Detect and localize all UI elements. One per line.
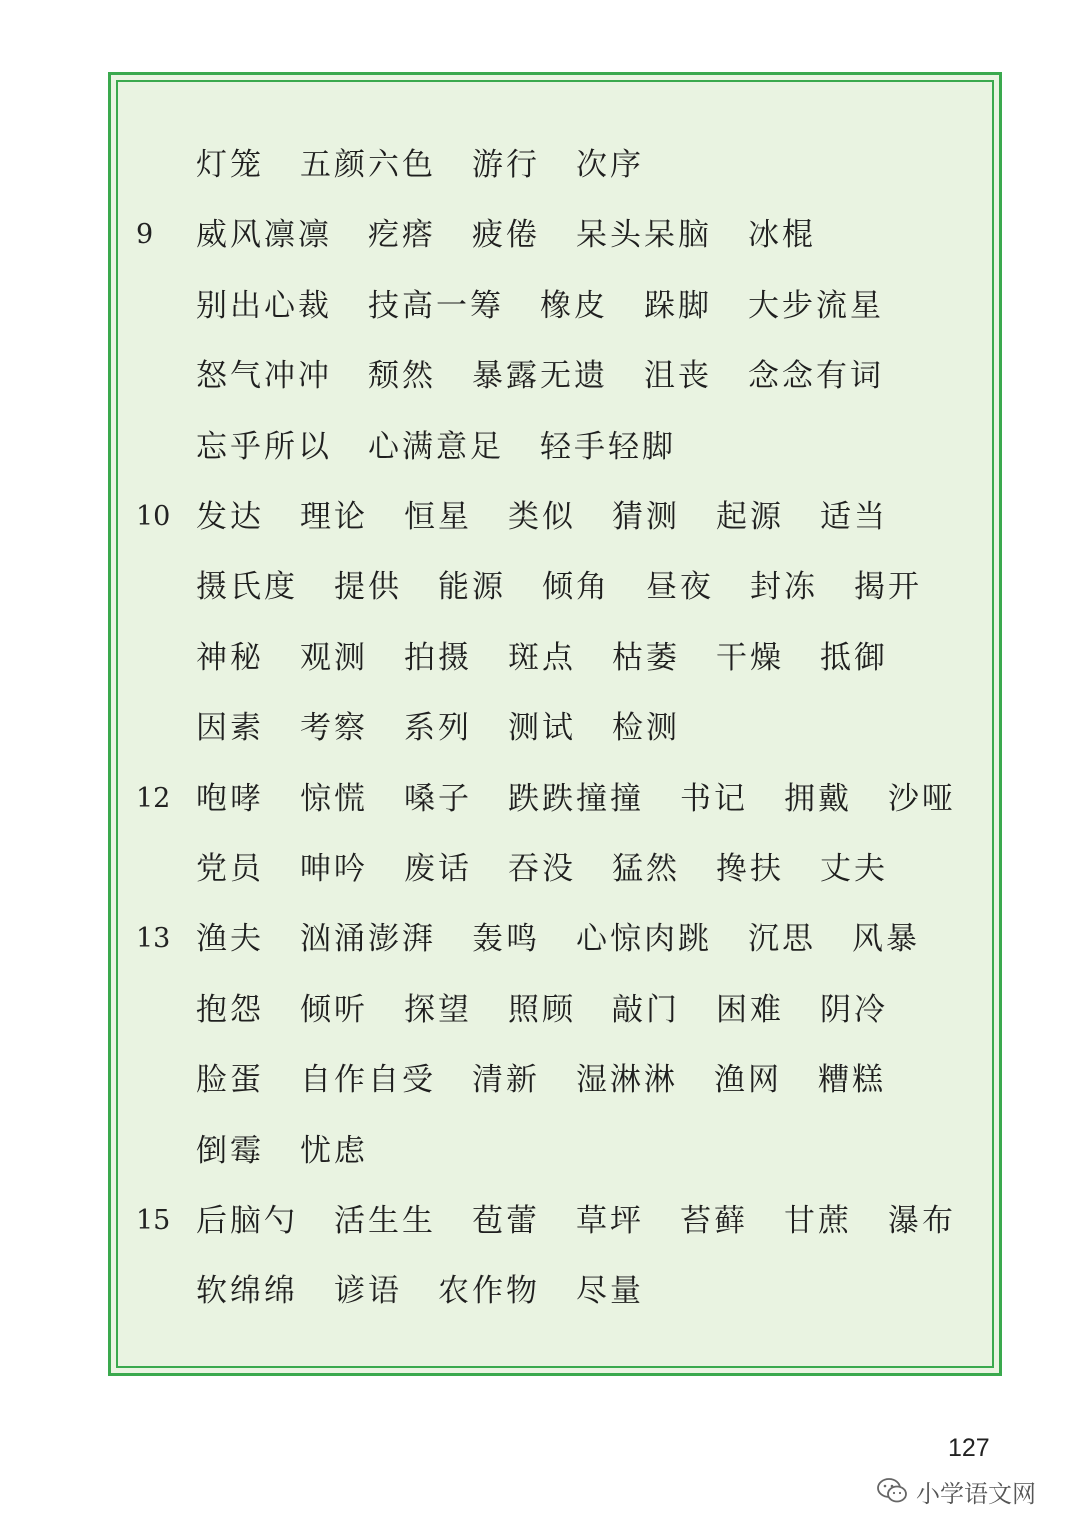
vocabulary-word: 因素 <box>196 710 264 746</box>
vocabulary-word: 适当 <box>820 499 888 535</box>
vocabulary-word: 后脑勺 <box>196 1203 298 1239</box>
vocabulary-row <box>196 986 924 1034</box>
lesson-number: 15 <box>136 1205 171 1236</box>
vocabulary-word: 威风凛凛 <box>196 217 332 253</box>
vocabulary-word: 心惊肉跳 <box>576 921 712 957</box>
vocabulary-word: 沉思 <box>748 921 816 957</box>
vocabulary-word: 技高一筹 <box>368 288 504 324</box>
vocabulary-word: 轻手轻脚 <box>540 429 676 465</box>
vocabulary-word: 草坪 <box>576 1203 644 1239</box>
vocabulary-word: 渔夫 <box>196 921 264 957</box>
vocabulary-row <box>196 1197 992 1245</box>
vocabulary-word: 考察 <box>300 710 368 746</box>
vocabulary-word: 抱怨 <box>196 992 264 1028</box>
vocabulary-word: 疙瘩 <box>368 217 436 253</box>
vocabulary-word: 拍摄 <box>404 640 472 676</box>
vocabulary-word: 脸蛋 <box>196 1062 264 1098</box>
vocabulary-word: 念念有词 <box>748 358 884 394</box>
vocabulary-word: 软绵绵 <box>196 1273 298 1309</box>
vocabulary-row <box>196 141 680 189</box>
vocabulary-word: 拥戴 <box>784 781 852 817</box>
vocabulary-word: 嗓子 <box>404 781 472 817</box>
vocabulary-word: 废话 <box>404 851 472 887</box>
vocabulary-word: 瀑布 <box>888 1203 956 1239</box>
vocabulary-word: 风暴 <box>852 921 920 957</box>
vocabulary-word: 怒气冲冲 <box>196 358 332 394</box>
watermark <box>876 1474 1036 1508</box>
vocabulary-word: 枯萎 <box>612 640 680 676</box>
vocabulary-word: 轰鸣 <box>472 921 540 957</box>
vocabulary-word: 猛然 <box>612 851 680 887</box>
vocabulary-word: 干燥 <box>716 640 784 676</box>
vocabulary-word: 跌跌撞撞 <box>508 781 644 817</box>
vocabulary-word: 五颜六色 <box>300 147 436 183</box>
vocabulary-word: 吞没 <box>508 851 576 887</box>
wechat-icon <box>876 1477 908 1505</box>
vocabulary-word: 摄氏度 <box>196 569 298 605</box>
vocabulary-word: 探望 <box>404 992 472 1028</box>
vocabulary-word: 封冻 <box>750 569 818 605</box>
vocabulary-row <box>196 634 924 682</box>
vocabulary-word: 系列 <box>404 710 472 746</box>
vocabulary-word: 沙哑 <box>888 781 956 817</box>
vocabulary-word: 甘蔗 <box>784 1203 852 1239</box>
vocabulary-word: 测试 <box>508 710 576 746</box>
vocabulary-row <box>196 1267 680 1315</box>
lesson-number: 10 <box>136 501 171 532</box>
vocabulary-word: 发达 <box>196 499 264 535</box>
vocabulary-word: 惊慌 <box>300 781 368 817</box>
vocabulary-word: 猜测 <box>612 499 680 535</box>
vocabulary-word: 抵御 <box>820 640 888 676</box>
vocabulary-word: 党员 <box>196 851 264 887</box>
vocabulary-word: 游行 <box>472 147 540 183</box>
vocabulary-word: 湿淋淋 <box>576 1062 678 1098</box>
vocabulary-word: 次序 <box>576 147 644 183</box>
vocabulary-word: 自作自受 <box>300 1062 436 1098</box>
vocabulary-word: 冰棍 <box>748 217 816 253</box>
vocabulary-word: 呻吟 <box>300 851 368 887</box>
vocabulary-word: 清新 <box>472 1062 540 1098</box>
vocabulary-word: 灯笼 <box>196 147 264 183</box>
vocabulary-row <box>196 704 716 752</box>
vocabulary-word: 照顾 <box>508 992 576 1028</box>
vocabulary-word: 敲门 <box>612 992 680 1028</box>
watermark-text: 小学语文网 <box>916 1479 1036 1508</box>
vocabulary-word: 别出心裁 <box>196 288 332 324</box>
vocabulary-word: 糟糕 <box>818 1062 886 1098</box>
vocabulary-word: 渔网 <box>714 1062 782 1098</box>
lesson-number: 12 <box>136 783 171 814</box>
vocabulary-word: 检测 <box>612 710 680 746</box>
vocabulary-row <box>196 845 924 893</box>
vocabulary-row <box>196 423 712 471</box>
vocabulary-word: 提供 <box>334 569 402 605</box>
vocabulary-word: 咆哮 <box>196 781 264 817</box>
vocabulary-word: 倾角 <box>542 569 610 605</box>
vocabulary-word: 倾听 <box>300 992 368 1028</box>
vocabulary-word: 忧虑 <box>300 1133 368 1169</box>
vocabulary-word: 倒霉 <box>196 1133 264 1169</box>
vocabulary-word: 神秘 <box>196 640 264 676</box>
vocabulary-word: 活生生 <box>334 1203 436 1239</box>
vocabulary-word: 疲倦 <box>472 217 540 253</box>
vocabulary-word: 恒星 <box>404 499 472 535</box>
vocabulary-word: 困难 <box>716 992 784 1028</box>
vocabulary-word: 橡皮 <box>540 288 608 324</box>
vocabulary-row <box>196 775 992 823</box>
vocabulary-word: 揭开 <box>854 569 922 605</box>
vocabulary-word: 暴露无遗 <box>472 358 608 394</box>
vocabulary-row <box>196 282 920 330</box>
vocabulary-word: 理论 <box>300 499 368 535</box>
vocabulary-word: 昼夜 <box>646 569 714 605</box>
vocabulary-word: 苞蕾 <box>472 1203 540 1239</box>
vocabulary-word: 书记 <box>680 781 748 817</box>
vocabulary-word: 心满意足 <box>368 429 504 465</box>
vocabulary-word: 大步流星 <box>748 288 884 324</box>
vocabulary-word: 谚语 <box>334 1273 402 1309</box>
vocabulary-word: 类似 <box>508 499 576 535</box>
vocabulary-row <box>196 915 956 963</box>
page-number: 127 <box>948 1434 990 1462</box>
vocabulary-word: 丈夫 <box>820 851 888 887</box>
vocabulary-word: 农作物 <box>438 1273 540 1309</box>
vocabulary-word: 起源 <box>716 499 784 535</box>
lesson-number: 9 <box>136 219 154 250</box>
vocabulary-row <box>196 1056 922 1104</box>
vocabulary-word: 忘乎所以 <box>196 429 332 465</box>
vocabulary-word: 沮丧 <box>644 358 712 394</box>
vocabulary-word: 搀扶 <box>716 851 784 887</box>
vocabulary-row <box>196 563 958 611</box>
vocabulary-word: 汹涌澎湃 <box>300 921 436 957</box>
vocabulary-word: 阴冷 <box>820 992 888 1028</box>
vocabulary-word: 能源 <box>438 569 506 605</box>
vocabulary-word: 颓然 <box>368 358 436 394</box>
vocabulary-word: 苔藓 <box>680 1203 748 1239</box>
vocabulary-row <box>196 493 924 541</box>
vocabulary-row <box>196 211 852 259</box>
vocabulary-word: 观测 <box>300 640 368 676</box>
vocabulary-word: 尽量 <box>576 1273 644 1309</box>
vocabulary-word: 斑点 <box>508 640 576 676</box>
vocabulary-word: 跺脚 <box>644 288 712 324</box>
vocabulary-word: 呆头呆脑 <box>576 217 712 253</box>
lesson-number: 13 <box>136 923 171 954</box>
vocabulary-row <box>196 352 920 400</box>
vocabulary-row <box>196 1127 404 1175</box>
